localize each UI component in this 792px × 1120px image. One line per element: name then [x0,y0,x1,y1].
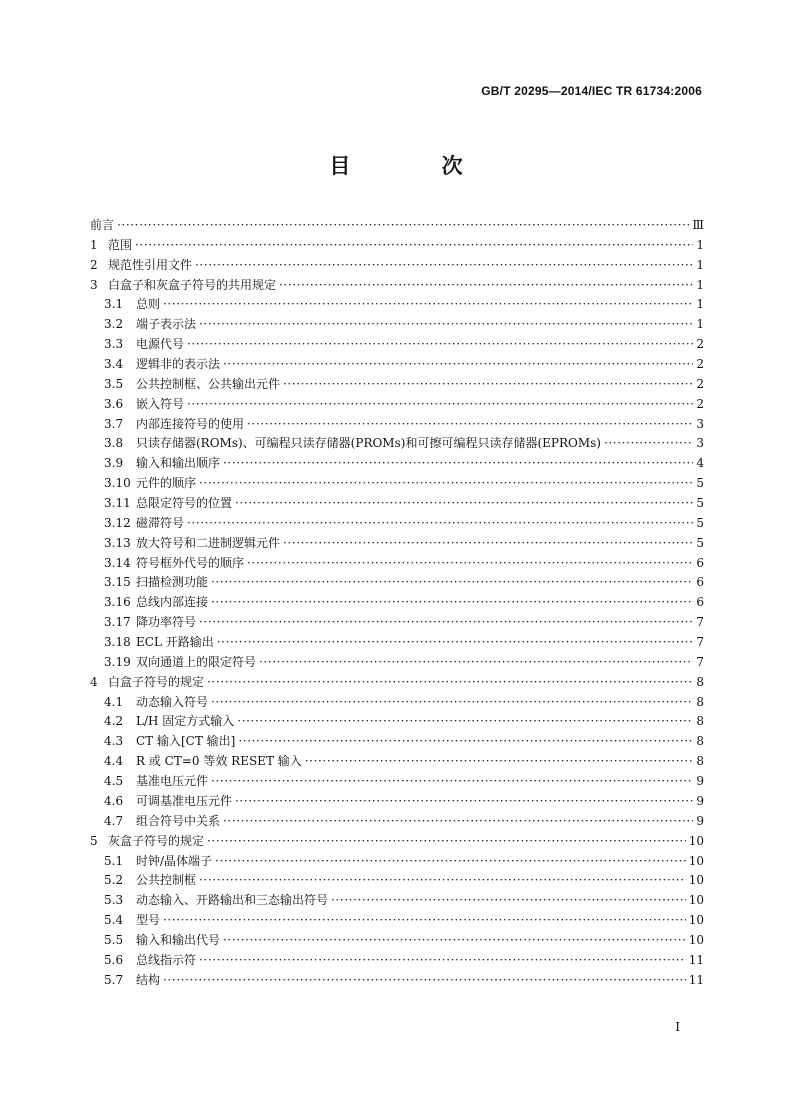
toc-entry-page: 8 [696,734,704,749]
toc-entry[interactable] [90,772,704,792]
toc-entry-page: 9 [696,774,704,789]
toc-dot-leader [279,276,693,296]
toc-entry-page: 10 [688,873,704,888]
toc-dot-leader [163,971,686,991]
toc-dot-leader [223,931,686,951]
toc-entry[interactable] [90,931,704,951]
toc-dot-leader [247,415,693,435]
toc-entry[interactable] [90,891,704,911]
toc-entry-label: 内部连接符号的使用 [136,416,245,431]
toc-entry-label: 规范性引用文件 [108,257,193,272]
toc-entry-number: 5.7 [104,972,124,987]
toc-entry-number: 3 [90,277,98,292]
toc-entry[interactable] [90,355,704,375]
toc-dot-leader [187,335,693,355]
toc-entry[interactable] [90,911,704,931]
toc-entry[interactable] [90,454,704,474]
toc-entry-page: 9 [696,793,704,808]
toc-entry-label: 总线内部连接 [136,595,209,610]
toc-entry[interactable] [90,852,704,872]
toc-entry-number: 3.11 [104,496,131,511]
toc-entry-page: 5 [696,535,704,550]
toc-entry-page: 1 [696,237,704,252]
toc-entry-page: 1 [696,317,704,332]
toc-entry[interactable] [90,812,704,832]
toc-entry-page: 10 [688,913,704,928]
toc-entry-label: 输入和输出顺序 [136,456,221,471]
toc-entry-label: 公共控制框 [136,873,197,888]
page-title: 目 次 [329,153,505,178]
toc-entry[interactable] [90,613,704,633]
toc-entry[interactable] [90,295,704,315]
toc-entry[interactable] [90,415,704,435]
toc-dot-leader [211,593,693,613]
toc-entry-label: 扫描检测功能 [136,575,209,590]
toc-entry-number: 3.18 [104,635,131,650]
toc-dot-leader [199,315,693,335]
toc-entry-number: 5.1 [104,853,124,868]
toc-entry-label: 公共控制框、公共输出元件 [136,376,281,391]
toc-entry-label: 符号框外代号的顺序 [136,555,245,570]
toc-dot-leader [199,613,693,633]
toc-entry[interactable] [90,653,704,673]
toc-entry-number: 5 [90,833,98,848]
toc-entry-label: 型号 [136,913,161,928]
toc-entry[interactable] [90,256,704,276]
toc-entry[interactable] [90,871,704,891]
toc-entry[interactable] [90,593,704,613]
toc-entry-number: 3.6 [104,396,124,411]
toc-dot-leader [259,653,693,673]
toc-entry-number: 3.1 [104,297,124,312]
toc-entry-label: 组合符号中关系 [136,813,221,828]
toc-dot-leader [223,454,693,474]
toc-entry-label: 只读存储器(ROMs)、可编程只读存储器(PROMs)和可擦可编程只读存储器(EPROMs) [136,436,601,451]
toc-entry-label: 双向通道上的限定符号 [136,654,257,669]
toc-entry-number: 4.6 [104,793,124,808]
toc-entry-number: 3.3 [104,337,124,352]
toc-entry-number: 4 [90,674,98,689]
toc-entry-page: 5 [696,515,704,530]
toc-entry-label: 动态输入、开路输出和三态输出符号 [136,893,329,908]
toc-entry[interactable] [90,971,704,991]
toc-entry-label: 前言 [90,218,115,232]
toc-entry[interactable] [90,573,704,593]
toc-entry-page: 10 [688,853,704,868]
toc-entry-label: 总则 [136,297,161,312]
toc-entry-page: 7 [696,654,704,669]
toc-entry-number: 3.8 [104,436,124,451]
toc-dot-leader [211,772,693,792]
toc-entry-label: 白盒子符号的规定 [108,674,205,689]
toc-dot-leader [237,712,693,732]
toc-entry-page: 2 [696,396,704,411]
toc-entry[interactable] [90,276,704,296]
toc-entry-number: 4.7 [104,813,124,828]
toc-dot-leader [331,891,686,911]
toc-entry[interactable] [90,236,704,256]
toc-entry-number: 3.10 [104,476,131,491]
toc-entry-label: 电源代号 [136,337,185,352]
toc-entry-label: 逻辑非的表示法 [136,357,221,372]
toc-dot-leader [199,474,693,494]
toc-dot-leader [235,792,693,812]
toc-dot-leader [163,911,686,931]
toc-entry-number: 5.6 [104,952,124,967]
toc-entry-page: 5 [696,476,704,491]
toc-entry-page: 7 [696,615,704,630]
toc-entry[interactable] [90,216,704,236]
toc-entry-page: 6 [696,595,704,610]
toc-entry-label: 动态输入符号 [136,694,209,709]
toc-entry-page: 10 [688,893,704,908]
toc-entry-number: 3.4 [104,357,124,372]
toc-dot-leader [305,752,694,772]
toc-entry-number: 5.4 [104,913,124,928]
toc-dot-leader [187,514,693,534]
toc-dot-leader [211,573,693,593]
toc-entry-number: 3.2 [104,317,124,332]
standard-code: GB/T 20295—2014/IEC TR 61734:2006 [481,84,702,98]
toc-entry-number: 3.16 [104,595,131,610]
toc-dot-leader [223,812,693,832]
toc-entry[interactable] [90,832,704,852]
toc-entry-number: 3.13 [104,535,131,550]
toc-dot-leader [135,236,693,256]
toc-entry[interactable] [90,395,704,415]
toc-entry-page: 8 [696,674,704,689]
toc-entry-number: 5.5 [104,932,124,947]
toc-dot-leader [223,355,693,375]
toc-entry-page: 1 [696,297,704,312]
toc-entry[interactable] [90,732,704,752]
toc-entry-page: 2 [696,337,704,352]
toc-entry-page: 7 [696,635,704,650]
toc-entry[interactable] [90,434,704,454]
toc-entry-label: 降功率符号 [136,615,197,630]
toc-entry-number: 3.15 [104,575,131,590]
toc-entry-page: 2 [696,357,704,372]
toc-entry[interactable] [90,375,704,395]
table-of-contents [90,216,704,991]
toc-entry-page: 4 [696,456,704,471]
toc-entry-label: 灰盒子符号的规定 [108,833,205,848]
toc-entry-page: 8 [696,714,704,729]
toc-entry[interactable] [90,752,704,772]
toc-entry-label: ECL 开路输出 [136,635,214,650]
toc-entry-number: 4.5 [104,774,124,789]
toc-entry-number: 4.2 [104,714,124,729]
toc-entry-page: 8 [696,754,704,769]
toc-entry-label: 时钟/晶体端子 [136,853,213,868]
toc-dot-leader [187,395,693,415]
toc-dot-leader [199,951,686,971]
toc-entry-page: 6 [696,555,704,570]
toc-entry-label: 白盒子和灰盒子符号的共用规定 [108,277,277,292]
toc-dot-leader [283,534,693,554]
toc-entry-label: 总线指示符 [136,952,197,967]
toc-entry-label: 端子表示法 [136,317,197,332]
toc-entry-page: 2 [696,376,704,391]
page-folio: I [675,1020,680,1034]
toc-entry-number: 2 [90,257,98,272]
toc-entry-label: 基准电压元件 [136,774,209,789]
toc-entry-label: 结构 [136,972,161,987]
toc-entry-number: 1 [90,237,98,252]
toc-entry-number: 3.14 [104,555,131,570]
toc-dot-leader [117,216,689,236]
toc-entry-number: 3.17 [104,615,131,630]
toc-entry[interactable] [90,494,704,514]
toc-dot-leader [247,554,693,574]
toc-dot-leader [207,832,686,852]
toc-entry-label: L/H 固定方式输入 [136,714,235,729]
toc-entry-number: 5.3 [104,893,124,908]
toc-entry-page: 6 [696,575,704,590]
toc-entry-page: 5 [696,496,704,511]
toc-entry-number: 3.12 [104,515,131,530]
toc-entry-label: CT 输入[CT 输出] [136,734,236,749]
toc-entry-number: 3.9 [104,456,124,471]
toc-entry-label: 放大符号和二进制逻辑元件 [136,535,281,550]
toc-dot-leader [238,732,693,752]
toc-entry-number: 3.7 [104,416,124,431]
toc-entry[interactable] [90,792,704,812]
toc-entry[interactable] [90,315,704,335]
toc-entry-page: 1 [696,277,704,292]
toc-entry-number: 3.5 [104,376,124,391]
toc-entry-page: 11 [688,952,704,967]
toc-dot-leader [195,256,693,276]
toc-entry-page: 9 [696,813,704,828]
toc-dot-leader [199,871,686,891]
toc-entry-label: 磁滞符号 [136,515,185,530]
toc-entry[interactable] [90,951,704,971]
toc-entry-number: 4.4 [104,754,124,769]
toc-entry-number: 3.19 [104,654,131,669]
toc-dot-leader [163,295,693,315]
toc-entry-label: 可调基准电压元件 [136,793,233,808]
toc-entry[interactable] [90,554,704,574]
toc-entry-label: 范围 [108,237,133,252]
toc-entry-number: 4.1 [104,694,124,709]
toc-dot-leader [283,375,693,395]
toc-entry[interactable] [90,633,704,653]
toc-dot-leader [217,633,694,653]
toc-entry-label: 总限定符号的位置 [136,496,233,511]
toc-entry-page: 3 [696,416,704,431]
toc-entry-page: 10 [688,932,704,947]
toc-entry-page: 11 [688,972,704,987]
toc-entry[interactable] [90,474,704,494]
toc-entry[interactable] [90,673,704,693]
toc-entry[interactable] [90,514,704,534]
toc-entry-label: 输入和输出代号 [136,932,221,947]
toc-dot-leader [207,673,693,693]
toc-entry-number: 4.3 [104,734,124,749]
toc-entry[interactable] [90,712,704,732]
toc-dot-leader [604,434,693,454]
toc-entry-page: 10 [688,833,704,848]
toc-entry[interactable] [90,693,704,713]
toc-dot-leader [211,693,693,713]
toc-entry[interactable] [90,335,704,355]
toc-entry-label: 元件的顺序 [136,476,197,491]
toc-entry-number: 5.2 [104,873,124,888]
toc-dot-leader [215,852,686,872]
toc-entry-label: 嵌入符号 [136,396,185,411]
toc-entry-label: R 或 CT=0 等效 RESET 输入 [136,754,302,769]
toc-entry-page: Ⅲ [692,218,704,232]
toc-entry-page: 1 [696,257,704,272]
toc-entry-page: 3 [696,436,704,451]
toc-dot-leader [235,494,693,514]
toc-entry[interactable] [90,534,704,554]
toc-entry-page: 8 [696,694,704,709]
